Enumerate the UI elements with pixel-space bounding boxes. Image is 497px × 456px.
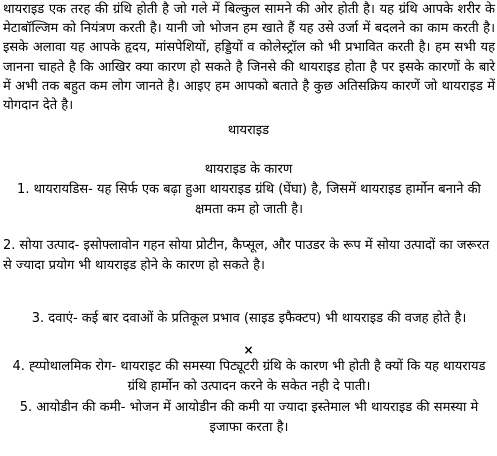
intro-paragraph: थायराइड एक तरह की ग्रंथि होती है जो गले में बिल्कुल सामने की ओर होती है। यह ग्रंथि आपके शरीर के मेटाबॉल्जिम को नियंत्रण करती है। यानी जो भोजन हम खाते हैं यह उसे उर्जा में बदलने का काम करती है। इसके अलावा यह आपके हृदय, मांसपेशियों, हड्डियों व कोलेस्ट्रॉल को भी प्रभावित करती है। हम सभी यह जानना चाहते है कि आखिर क्या कारण हो सकते है जिनसे की थायराइड होता है पर इसके कारणों के बारे में अभी तक बहुत कम लोग जानते है। आइए हम आपको बताते है कुछ अतिसक्रिय कारणें जो थायराइड में योगदान देते है। [3,2,495,114]
section-title: थायराइड के कारण [204,162,293,177]
cause-item-2: 2. सोया उत्पाद- इसोफ्लावोन गहन सोया प्रोटीन, कैप्सूल, और पाउडर के रूप में सोया उत्पादों का जरूरत से ज्यादा प्रयोग भी थायराइड होने के कारण हो सकते है। [3,238,490,273]
image-caption: थायराइड [227,123,270,138]
cause-item-5: 5. आयोडीन की कमी- भोजन में आयोडीन की कमी या ज्यादा इस्तेमाल भी थायराइड की समस्या मे इजाफा करता है। [19,400,479,435]
cause-item-1: 1. थायरायडिस- यह सिर्फ एक बढ़ा हुआ थायराइड ग्रंथि (घेंघा) है, जिसमें थायराइड हार्मोन बनाने की क्षमता कम हो जाती है। [17,182,481,217]
cause-item-3: 3. दवाएं- कई बार दवाओं के प्रतिकूल प्रभाव (साइड इफैक्टप) भी थायराइड की वजह होते है। [31,311,467,326]
close-icon[interactable]: × [243,343,254,357]
cause-item-4: 4. ह्य्पोथालमिक रोग- थायराइट की समस्या पिट्यूटरी ग्रंथि के कारण भी होती है क्यों कि यह थायरायड ग्रंथि हार्मोन को उत्पादन करने के सकेत नही दे पाती। [12,359,486,394]
